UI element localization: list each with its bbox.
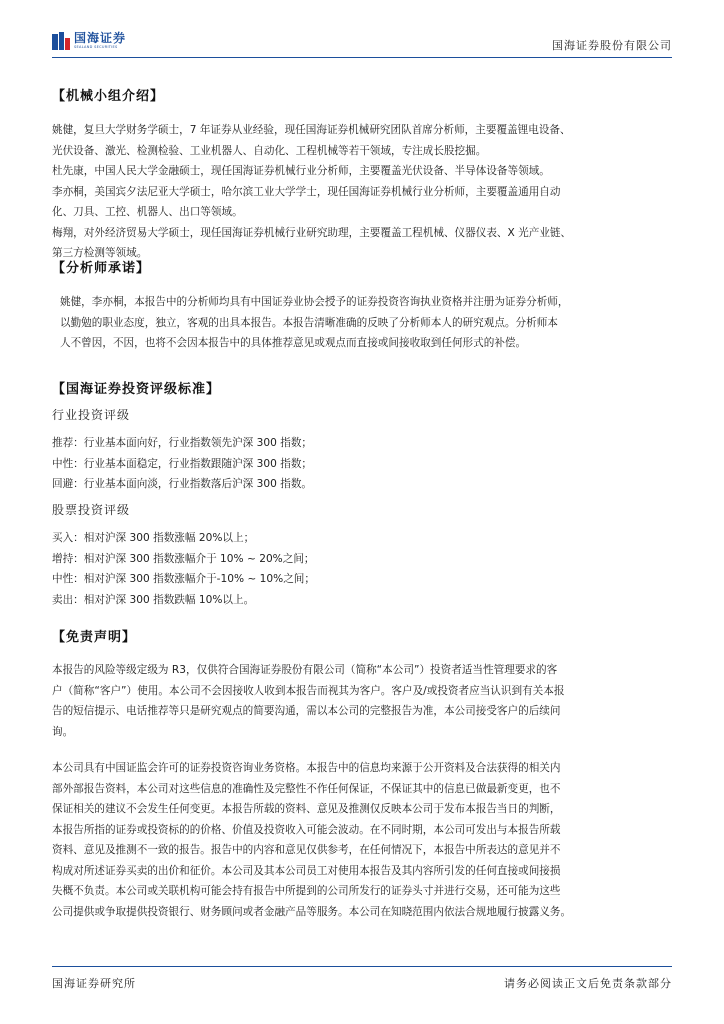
text-line: 第三方检测等领域。 (52, 247, 148, 259)
header-divider (52, 57, 672, 58)
text-line: 保证相关的建议不会发生任何变更。本报告所载的资料、意见及推测仅反映本公司于发布本报告当日的判断， (52, 803, 561, 815)
text-line: 资料、意见及推测不一致的报告。报告中的内容和意见仅供参考，在任何情况下，本报告中所表达的意见并不 (52, 844, 561, 856)
disclaimer-paragraph-1 (52, 660, 672, 742)
text-line: 人不曾因，不因，也将不会因本报告中的具体推荐意见或观点而直接或间接收取到任何形式的补偿。 (60, 337, 527, 349)
text-line: 李亦桐，美国宾夕法尼亚大学硕士，哈尔滨工业大学学士，现任国海证券机械行业分析师，主要覆盖通用自动 (52, 185, 561, 198)
footer-institute: 国海证券研究所 (52, 977, 136, 990)
rating-section-title: 【国海证券投资评级标准】 (52, 382, 221, 397)
text-line: 询。 (52, 725, 74, 738)
text-line: 梅翔，对外经济贸易大学硕士，现任国海证券机械行业研究助理，主要覆盖工程机械、仪器仪表、X 光产业链、 (52, 226, 572, 239)
stock-rating-list (52, 528, 315, 610)
company-logo (52, 30, 126, 52)
text-line: 姚健，复旦大学财务学硕士，7 年证券从业经验，现任国海证券机械研究团队首席分析师，主要覆盖锂电设备、 (52, 124, 571, 136)
text-line: 本公司具有中国证监会许可的证券投资咨询业务资格。本报告中的信息均来源于公开资料及合法获得的相关内 (52, 762, 561, 774)
list-item: 买入：相对沪深 300 指数涨幅 20%以上； (52, 532, 255, 544)
text-line: 姚健，李亦桐，本报告中的分析师均具有中国证券业协会授予的证券投资咨询执业资格并注册为证券分析师， (60, 296, 569, 308)
list-item: 推荐：行业基本面向好，行业指数领先沪深 300 指数； (52, 437, 313, 449)
text-line: 公司提供或争取提供投资银行、财务顾问或者金融产品等服务。本公司在知晓范围内依法合规地履行披露义务。 (52, 905, 572, 918)
commitment-text (60, 292, 672, 354)
list-item: 卖出：相对沪深 300 指数跌幅 10%以上。 (52, 593, 255, 606)
industry-rating-list (52, 433, 312, 495)
team-intro-text (52, 120, 672, 264)
disclaimer-section-title: 【免责声明】 (52, 630, 137, 645)
text-line: 构成对所述证券买卖的出价和征价。本公司及其本公司员工对使用本报告及其内容所引发的任何直接或间接损 (52, 864, 561, 877)
disclaimer-paragraph-2 (52, 758, 672, 922)
text-line: 本报告所指的证券或投资标的的价格、价值及投资收入可能会波动。在不同时期，本公司可发出与本报告所载 (52, 823, 561, 836)
text-line: 失概不负责。本公司或关联机构可能会持有报告中所提到的公司所发行的证券头寸并进行交易，还可能为这些 (52, 885, 561, 897)
text-line: 以勤勉的职业态度，独立，客观的出具本报告。本报告清晰准确的反映了分析师本人的研究观点。分析师本 (60, 316, 558, 329)
text-line: 部外部报告资料，本公司对这些信息的准确性及完整性不作任何保证，不保证其中的信息已做最新变更，也不 (52, 782, 561, 795)
commitment-section-title: 【分析师承诺】 (52, 261, 151, 276)
logo-name-cn: 国海证券 (74, 31, 127, 46)
text-line: 本报告的风险等级定级为 R3，仅供符合国海证券股份有限公司（简称“本公司”）投资者适当性管理要求的客 (52, 664, 558, 676)
text-line: 化、刀具、工控、机器人、出口等领域。 (52, 206, 243, 218)
stock-rating-heading: 股票投资评级 (52, 503, 131, 517)
list-item: 中性：相对沪深 300 指数涨幅介于-10% ~ 10%之间； (52, 573, 315, 585)
list-item: 中性：行业基本面稳定，行业指数跟随沪深 300 指数； (52, 457, 313, 470)
team-section-title: 【机械小组介绍】 (52, 89, 165, 104)
text-line: 告的短信提示、电话推荐等只是研究观点的简要沟通，需以本公司的完整报告为准，本公司接受客户的后续问 (52, 705, 561, 717)
logo-name-en: SEALAND SECURITIES (74, 45, 118, 50)
logo-icon (52, 32, 70, 50)
industry-rating-heading: 行业投资评级 (52, 408, 131, 422)
text-line: 杜先康，中国人民大学金融硕士，现任国海证券机械行业分析师，主要覆盖光伏设备、半导体设备等领域。 (52, 165, 550, 177)
list-item: 回避：行业基本面向淡，行业指数落后沪深 300 指数。 (52, 478, 313, 490)
footer-divider (52, 966, 672, 967)
text-line: 户（简称“客户”）使用。本公司不会因接收人收到本报告而视其为客户。客户及/或投资者应当认识到有关本报 (52, 684, 565, 697)
text-line: 光伏设备、激光、检测检验、工业机器人、自动化、工程机械等若干领域，专注成长股挖掘。 (52, 144, 487, 157)
header-company-name: 国海证券股份有限公司 (552, 39, 672, 52)
footer-disclaimer-note: 请务必阅读正文后免责条款部分 (504, 977, 672, 990)
list-item: 增持：相对沪深 300 指数涨幅介于 10% ~ 20%之间； (52, 552, 315, 565)
